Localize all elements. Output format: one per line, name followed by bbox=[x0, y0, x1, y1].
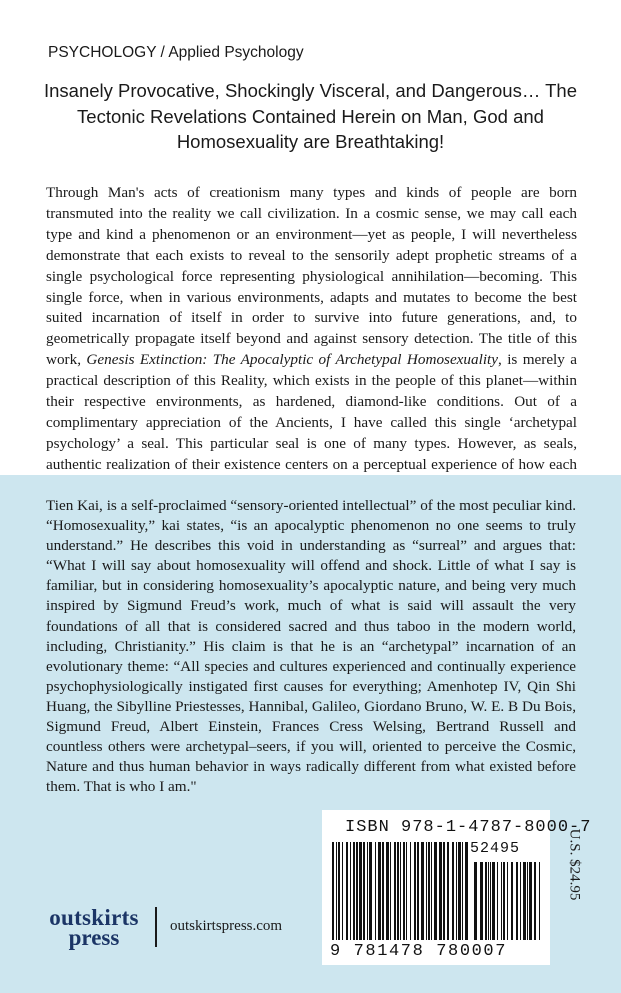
author-bio: Tien Kai, is a self-proclaimed “sensory-oriented intellectual” of the most peculiar kind. “Homosexuality,” kai states, “is an apocalyptic phenomenon no one seems to truly understand.” He describes this void in understanding as “surreal” and argues that: “What I will say about homosexuality will offend and shock. Little of what I say is familiar, but in considering homosexuality’s apocalyptic nature, and being very much inspired by Sigmund Freud’s work, much of what is said will assault the very foundations of all that is considered sacred and thus taboo in the modern world, including, Christianity.” His claim is that he is an “archetypal” incarnation of an evolutionary theme: “All species and cultures experienced and continually experience psychophysiologically instigated first causes for everything; Amenhotep IV, Qin Shi Huang, the Sibylline Priestesses, Hannibal, Galileo, Giordano Bruno, W. E. B Du Bois, Sigmund Freud, Albert Einstein, Frances Cress Welsing, Bertrand Russell and countless others were archetypal–seers, if you will, oriented to perceive the Cosmic, Nature and thus human behavior in ways radically different from what existed before them. That is who I am." bbox=[46, 497, 576, 796]
price-tag bbox=[556, 814, 586, 914]
isbn-label: ISBN 978-1-4787-8000-7 bbox=[345, 818, 592, 837]
barcode-addon-number: 52495 bbox=[470, 840, 521, 857]
book-description bbox=[46, 183, 577, 497]
logo-word-top: outskirts bbox=[49, 905, 139, 930]
barcode-digits: 9 781478 780007 bbox=[330, 942, 508, 961]
logo-word-bottom: press bbox=[68, 925, 120, 950]
barcode-icon bbox=[332, 842, 544, 942]
publisher-logo bbox=[34, 906, 154, 952]
headline: Insanely Provocative, Shockingly Visceral, and Dangerous… The Tectonic Revelations Contained Herein on Man, God and Homosexuality are Breathtaking! bbox=[43, 80, 578, 152]
price-text: U.S. $24.95 bbox=[566, 828, 583, 901]
description-part-1: Through Man's acts of creationism many types and kinds of people are born transmuted into the reality we call civilization. In a cosmic sense, we may call each type and kind a phenomenon or an environment—yet as people, I will nevertheless demonstrate that each exists to reveal to the sensorily adept prophetic streams of a single psychological force representing physiological annihilation—becoming. This single force, when in various environments, adapts and mutates to become the best suited incarnation of itself in order to survive into future generations, and, to geometrically propagate itself beyond and against sensory detection. The title of this work, bbox=[46, 184, 577, 369]
book-title: Genesis Extinction: The Apocalyptic of Archetypal Homosexuality bbox=[86, 351, 499, 369]
publisher-website: outskirtspress.com bbox=[170, 918, 283, 934]
logo-divider bbox=[155, 907, 157, 947]
description-part-2: , is merely a practical description of this Reality, which exists in the people of this planet—within their respective environments, as hardened, diamond-like conditions. Out of a complimentary appreciation of the Ancients, I have called this single ‘archetypal psychology’ a seal. This particular seal is one of many types. However, as seals, authentic realization of their existence centers on a perceptual experience of how each bbox=[46, 351, 577, 473]
category-label: PSYCHOLOGY / Applied Psychology bbox=[48, 44, 304, 61]
